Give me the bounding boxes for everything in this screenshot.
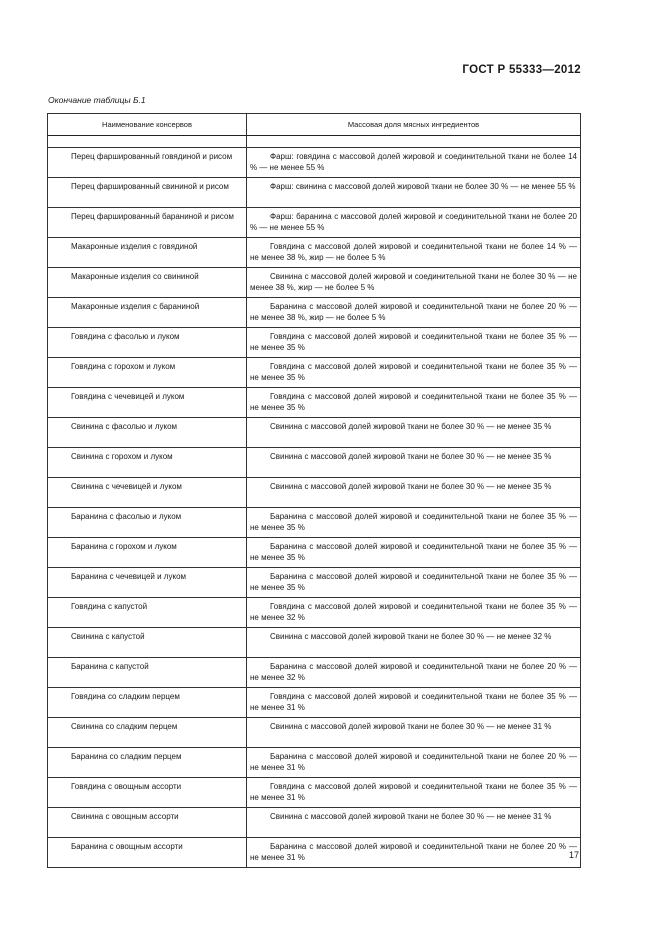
meat-fraction-cell: Баранина с массовой долей жировой и соединительной ткани не более 20 % — не менее 38 %, жир — не более 5 %: [247, 298, 581, 328]
product-name-cell: Свинина с капустой: [48, 628, 247, 658]
product-name-cell: Макаронные изделия с бараниной: [48, 298, 247, 328]
meat-fraction-cell: Свинина с массовой долей жировой ткани не более 30 % — не менее 31 %: [247, 808, 581, 838]
meat-fraction-cell: Баранина с массовой долей жировой и соединительной ткани не более 20 % — не менее 32 %: [247, 658, 581, 688]
meat-fraction-cell: Говядина с массовой долей жировой и соединительной ткани не более 35 % — не менее 35 %: [247, 388, 581, 418]
product-name-cell: Баранина с фасолью и луком: [48, 508, 247, 538]
table-row: [48, 298, 581, 328]
header-meat-fraction: Массовая доля мясных ингредиентов: [247, 114, 581, 136]
table-row: [48, 358, 581, 388]
product-name-cell: Говядина с фасолью и луком: [48, 328, 247, 358]
meat-fraction-cell: Свинина с массовой долей жировой ткани не более 30 % — не менее 32 %: [247, 628, 581, 658]
product-name-cell: Свинина с фасолью и луком: [48, 418, 247, 448]
table-row: [48, 778, 581, 808]
meat-fraction-cell: Свинина с массовой долей жировой и соединительной ткани не более 30 % — не менее 38 %, жир — не более 5 %: [247, 268, 581, 298]
table-row: [48, 628, 581, 658]
product-name-cell: Баранина с капустой: [48, 658, 247, 688]
meat-fraction-cell: Свинина с массовой долей жировой ткани не более 30 % — не менее 35 %: [247, 448, 581, 478]
product-name-cell: Баранина с чечевицей и луком: [48, 568, 247, 598]
meat-fraction-cell: Говядина с массовой долей жировой и соединительной ткани не более 35 % — не менее 32 %: [247, 598, 581, 628]
meat-fraction-cell: Говядина с массовой долей жировой и соединительной ткани не более 35 % — не менее 35 %: [247, 358, 581, 388]
table-header-row: [48, 114, 581, 136]
table-row: [48, 238, 581, 268]
meat-fraction-cell: Говядина с массовой долей жировой и соединительной ткани не более 35 % — не менее 31 %: [247, 778, 581, 808]
table-row: [48, 658, 581, 688]
standard-designation: ГОСТ Р 55333—2012: [462, 64, 581, 76]
table-row: [48, 328, 581, 358]
meat-fraction-cell: Баранина с массовой долей жировой и соединительной ткани не более 35 % — не менее 35 %: [247, 538, 581, 568]
meat-fraction-cell: Говядина с массовой долей жировой и соединительной ткани не более 14 % — не менее 38 %, жир — не более 5 %: [247, 238, 581, 268]
meat-fraction-cell: Фарш: говядина с массовой долей жировой и соединительной ткани не более 14 % — не менее 55 %: [247, 148, 581, 178]
table-row: [48, 268, 581, 298]
meat-fraction-cell: Баранина с массовой долей жировой и соединительной ткани не более 20 % — не менее 31 %: [247, 838, 581, 868]
meat-fraction-cell: Баранина с массовой долей жировой и соединительной ткани не более 20 % — не менее 31 %: [247, 748, 581, 778]
ingredients-table: [47, 113, 581, 868]
meat-fraction-cell: Свинина с массовой долей жировой ткани не более 30 % — не менее 35 %: [247, 478, 581, 508]
product-name-cell: Говядина с капустой: [48, 598, 247, 628]
product-name-cell: Перец фаршированный бараниной и рисом: [48, 208, 247, 238]
table-row: [48, 808, 581, 838]
product-name-cell: Свинина со сладким перцем: [48, 718, 247, 748]
table-row: [48, 208, 581, 238]
header-product-name: Наименование консервов: [48, 114, 247, 136]
table-row: [48, 838, 581, 868]
product-name-cell: Баранина с овощным ассорти: [48, 838, 247, 868]
table-row: [48, 448, 581, 478]
meat-fraction-cell: Свинина с массовой долей жировой ткани не более 30 % — не менее 35 %: [247, 418, 581, 448]
product-name-cell: Свинина с горохом и луком: [48, 448, 247, 478]
product-name-cell: Говядина со сладким перцем: [48, 688, 247, 718]
product-name-cell: Макаронные изделия с говядиной: [48, 238, 247, 268]
table-row: [48, 538, 581, 568]
spacer-cell: [48, 136, 247, 148]
table-row: [48, 718, 581, 748]
product-name-cell: Макаронные изделия со свининой: [48, 268, 247, 298]
table-row: [48, 568, 581, 598]
meat-fraction-cell: Говядина с массовой долей жировой и соединительной ткани не более 35 % — не менее 35 %: [247, 328, 581, 358]
meat-fraction-cell: Свинина с массовой долей жировой ткани не более 30 % — не менее 31 %: [247, 718, 581, 748]
product-name-cell: Свинина с овощным ассорти: [48, 808, 247, 838]
product-name-cell: Говядина с чечевицей и луком: [48, 388, 247, 418]
spacer-cell: [247, 136, 581, 148]
product-name-cell: Говядина с горохом и луком: [48, 358, 247, 388]
meat-fraction-cell: Говядина с массовой долей жировой и соединительной ткани не более 35 % — не менее 31 %: [247, 688, 581, 718]
product-name-cell: Перец фаршированный свининой и рисом: [48, 178, 247, 208]
table-row: [48, 148, 581, 178]
table-spacer-row: [48, 136, 581, 148]
product-name-cell: Свинина с чечевицей и луком: [48, 478, 247, 508]
table-caption: Окончание таблицы Б.1: [48, 95, 146, 105]
meat-fraction-cell: Фарш: свинина с массовой долей жировой ткани не более 30 % — не менее 55 %: [247, 178, 581, 208]
table-row: [48, 748, 581, 778]
page-number: 17: [568, 850, 579, 860]
meat-fraction-cell: Баранина с массовой долей жировой и соединительной ткани не более 35 % — не менее 35 %: [247, 568, 581, 598]
table-row: [48, 178, 581, 208]
product-name-cell: Баранина с горохом и луком: [48, 538, 247, 568]
table-row: [48, 508, 581, 538]
product-name-cell: Перец фаршированный говядиной и рисом: [48, 148, 247, 178]
product-name-cell: Баранина со сладким перцем: [48, 748, 247, 778]
table-body: [48, 136, 581, 868]
table-row: [48, 598, 581, 628]
table-row: [48, 478, 581, 508]
table-row: [48, 688, 581, 718]
meat-fraction-cell: Баранина с массовой долей жировой и соединительной ткани не более 35 % — не менее 35 %: [247, 508, 581, 538]
table-row: [48, 388, 581, 418]
table-row: [48, 418, 581, 448]
product-name-cell: Говядина с овощным ассорти: [48, 778, 247, 808]
meat-fraction-cell: Фарш: баранина с массовой долей жировой и соединительной ткани не более 20 % — не менее 55 %: [247, 208, 581, 238]
